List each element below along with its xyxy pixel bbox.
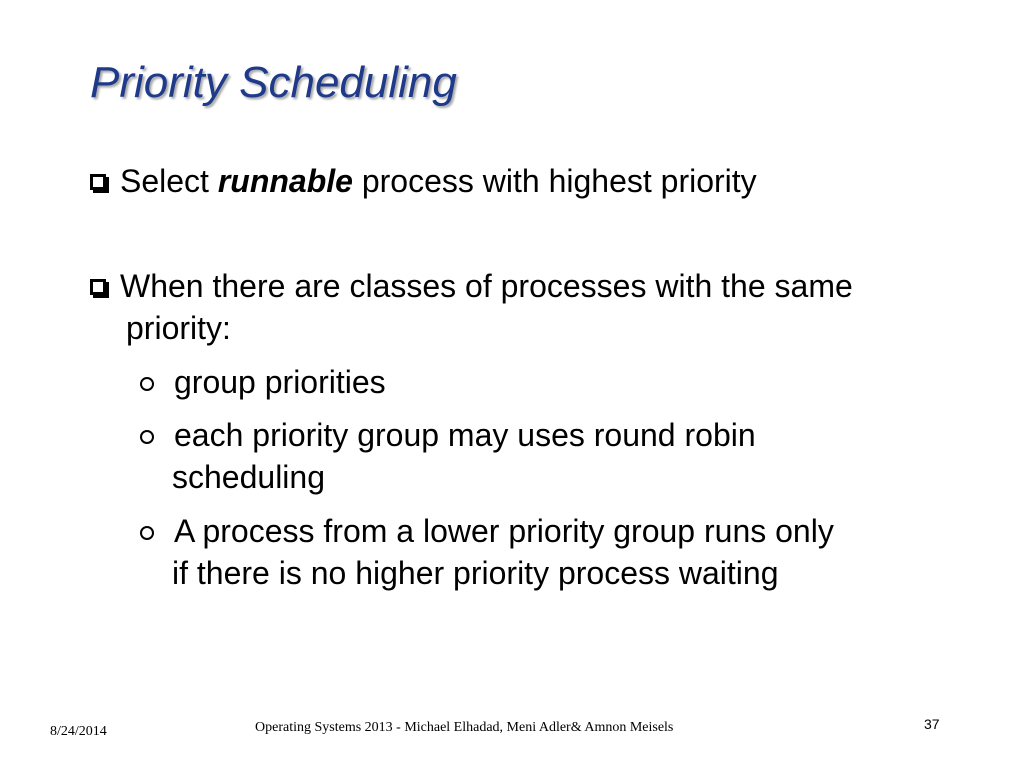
- bullet-item-1: [90, 160, 970, 202]
- page-number: 37: [924, 716, 940, 732]
- bullet-1-suffix: process with highest priority: [352, 163, 757, 199]
- sub-item-2-line2: scheduling: [172, 459, 325, 495]
- slide-title: Priority Scheduling: [90, 58, 457, 107]
- bullet-2-line2: priority:: [126, 310, 231, 346]
- circle-bullet-icon: [140, 377, 154, 391]
- sub-item-1: [140, 361, 970, 403]
- bullet-2-line1: When there are classes of processes with the same: [120, 268, 853, 304]
- bullet-item-2: [90, 265, 970, 349]
- bullet-1-prefix: Select: [120, 163, 218, 199]
- sub-item-1-line1: group priorities: [174, 364, 386, 400]
- sub-item-3: [140, 510, 970, 594]
- circle-bullet-icon: [140, 526, 154, 540]
- footer-credits: Operating Systems 2013 - Michael Elhadad, Meni Adler& Amnon Meisels: [255, 720, 674, 735]
- sub-item-3-line2: if there is no higher priority process waiting: [172, 555, 779, 591]
- checkbox-bullet-icon: [90, 279, 106, 295]
- sub-item-3-line1: A process from a lower priority group runs only: [174, 513, 834, 549]
- circle-bullet-icon: [140, 430, 154, 444]
- sub-item-2: [140, 414, 970, 498]
- bullet-1-emphasis: runnable: [217, 163, 353, 199]
- footer-date: 8/24/2014: [50, 724, 107, 739]
- sub-item-2-line1: each priority group may uses round robin: [174, 417, 756, 453]
- checkbox-bullet-icon: [90, 174, 106, 190]
